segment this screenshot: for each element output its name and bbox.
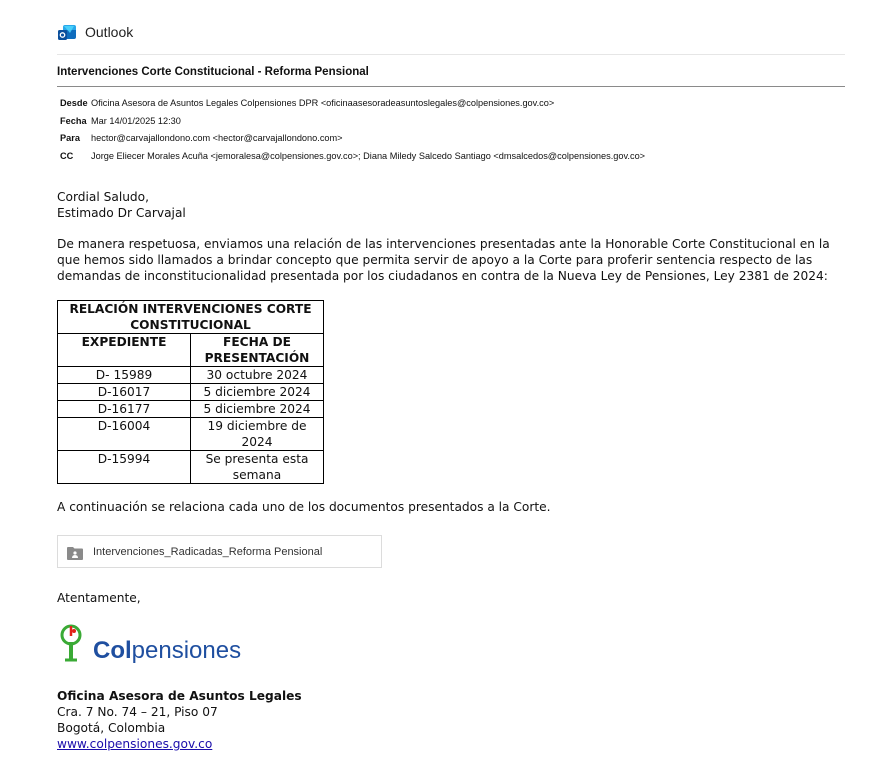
followup-text: A continuación se relaciona cada uno de los documentos presentados a la Corte.: [57, 500, 551, 514]
signature-block: [57, 688, 302, 752]
fecha-cell: 5 diciembre 2024: [191, 384, 324, 401]
intro-paragraph: De manera respetuosa, enviamos una relación de las intervenciones presentadas ante la Honorable Corte Constitucional en la que hemos sido llamados a brindar concepto que permita servir de apoyo a la Corte para proferir sentencia respecto de las demandas de inconstitucionalidad presentada por los ciudadanos en contra de la Nueva Ley de Pensiones, Ley 2381 de 2024:: [57, 237, 830, 283]
table-row: [58, 451, 324, 484]
fecha-cell: 19 diciembre de 2024: [191, 418, 324, 451]
folder-shared-icon: [67, 545, 83, 559]
fecha-cell: 5 diciembre 2024: [191, 401, 324, 418]
website-link[interactable]: www.colpensiones.gov.co: [57, 737, 213, 751]
col-expediente-header: EXPEDIENTE: [58, 334, 191, 367]
signature-org: Oficina Asesora de Asuntos Legales: [57, 689, 302, 703]
app-name: Outlook: [85, 24, 134, 40]
signature-address: Cra. 7 No. 74 – 21, Piso 07: [57, 705, 218, 719]
email-subject: Intervenciones Corte Constitucional - Reforma Pensional: [57, 66, 369, 78]
expediente-cell: D-16177: [58, 401, 191, 418]
date-label: Fecha: [60, 115, 87, 126]
to-label: Para: [60, 133, 80, 143]
closing: Atentamente,: [57, 591, 141, 605]
expediente-cell: D- 15989: [58, 367, 191, 384]
col-fecha-header: FECHA DE PRESENTACIÓN: [191, 334, 324, 367]
attachment-card[interactable]: [57, 535, 382, 568]
from-label: Desde: [60, 98, 88, 108]
date-value: Mar 14/01/2025 12:30: [91, 115, 181, 126]
table-row: [58, 384, 324, 401]
greeting: Cordial Saludo,: [57, 190, 149, 204]
greeting-block: [57, 189, 186, 221]
outlook-logo-icon: [57, 22, 77, 42]
expediente-cell: D-16017: [58, 384, 191, 401]
salutation: Estimado Dr Carvajal: [57, 206, 186, 220]
svg-text:Colpensiones: Colpensiones: [93, 637, 242, 664]
interventions-table: [57, 300, 324, 484]
to-value[interactable]: hector@carvajallondono.com <hector@carvajallondono.com>: [91, 133, 343, 143]
expediente-cell: D-15994: [58, 451, 191, 484]
subject-divider: [57, 86, 845, 87]
fecha-cell: 30 octubre 2024: [191, 367, 324, 384]
colpensiones-logo: [59, 622, 242, 666]
from-value[interactable]: Oficina Asesora de Asuntos Legales Colpensiones DPR <oficinaasesoradeasuntoslegales@colpensiones.gov.co>: [91, 98, 555, 108]
app-header: [57, 20, 133, 44]
email-headers: [60, 98, 645, 168]
header-divider: [57, 54, 845, 55]
table-row: [58, 418, 324, 451]
fecha-cell: Se presenta esta semana: [191, 451, 324, 484]
header-to: [60, 133, 645, 151]
header-date: [60, 116, 645, 134]
expediente-cell: D-16004: [58, 418, 191, 451]
cc-label: CC: [60, 150, 74, 161]
signature-city: Bogotá, Colombia: [57, 721, 166, 735]
header-from: [60, 98, 645, 116]
table-row: [58, 367, 324, 384]
cc-value[interactable]: Jorge Eliecer Morales Acuña <jemoralesa@colpensiones.gov.co>; Diana Miledy Salcedo Santiago <dmsalcedos@colpensiones.gov.co>: [91, 150, 646, 161]
header-cc: [60, 151, 645, 169]
table-title: RELACIÓN INTERVENCIONES CORTE CONSTITUCIONAL: [58, 301, 324, 334]
attachment-name: Intervenciones_Radicadas_Reforma Pensional: [93, 545, 323, 558]
table-row: [58, 401, 324, 418]
